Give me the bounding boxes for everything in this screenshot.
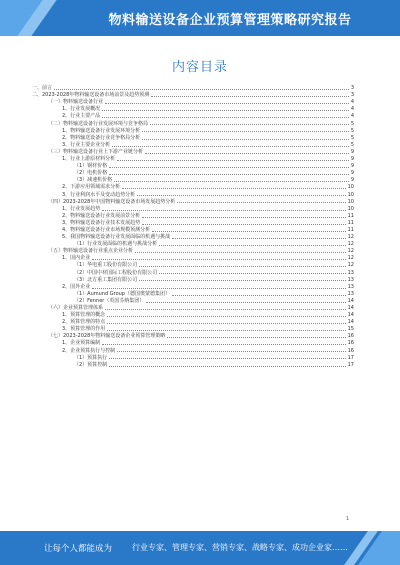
toc-entry-page: 5 [350,127,354,134]
toc-entry[interactable] [28,254,354,261]
toc-entry[interactable] [28,190,354,197]
toc-entry-page: 13 [347,290,354,297]
toc-entry[interactable] [28,332,354,339]
toc-entry-title: 4、物料输送设备行业市场规模预测分析 [62,226,151,233]
toc-entry-title: （2）预算控制 [74,361,108,368]
toc-entry-page: 10 [347,184,354,191]
toc-leader-dots [54,89,349,90]
toc-entry-title: 5、我国物料输送设备行业发展面临的机遇与挑战 [62,234,171,241]
toc-entry[interactable] [28,155,354,162]
toc-entry-page: 17 [347,361,354,368]
toc-entry[interactable] [28,268,354,275]
toc-entry[interactable] [28,205,354,212]
toc-entry-title: （1）行业发展面临的机遇与挑战分析 [74,241,158,248]
toc-entry-title: （1）华电重工股份有限公司 [74,262,138,269]
toc-entry[interactable] [28,176,354,183]
toc-entry-title: 1、物料输送设备行业发展环境分析 [62,127,141,134]
toc-leader-dots [142,139,349,140]
toc-entry-page: 3 [350,85,354,92]
toc-entry[interactable] [28,91,354,98]
toc-entry-title: 3、行业利润水平及变动趋势分析 [62,191,136,198]
toc-entry[interactable] [28,346,354,353]
toc-leader-dots [177,202,345,203]
toc-entry[interactable] [28,261,354,268]
toc-entry-title: （三）物料输送设备行业上下游产业链分析 [48,148,144,155]
toc-entry-page: 11 [347,212,354,219]
toc-entry-title: （1）预算执行 [74,354,108,361]
toc-entry-title: 3、预算管理的作用 [62,326,106,333]
toc-leader-dots [122,188,345,189]
toc-entry-page: 5 [350,134,354,141]
toc-leader-dots [102,210,345,211]
toc-entry-title: 二、2023-2028年物料输送设备市场前景及趋势预测 [32,92,150,99]
toc-entry[interactable] [28,318,354,325]
toc-entry-page: 9 [350,170,354,177]
toc-entry[interactable] [28,304,354,311]
toc-entry-title: （2）Fenner（英国芬纳集团） [74,297,145,304]
toc-leader-dots [139,280,345,281]
toc-leader-dots [109,167,349,168]
toc-entry-title: 1、行业发展趋势 [62,205,101,212]
toc-entry-page: 11 [347,226,354,233]
toc-leader-dots [167,337,345,338]
toc-entry[interactable] [28,339,354,346]
toc-entry[interactable] [28,311,354,318]
toc-entry-title: （一）物料输送设备行业 [48,99,104,106]
toc-entry-page: 9 [350,177,354,184]
toc-entry-page: 16 [347,347,354,354]
toc-entry[interactable] [28,98,354,105]
toc-entry-title: 2、物料输送设备行业竞争格局分析 [62,134,141,141]
toc-entry-title: 2、行业主要产品 [62,113,101,120]
toc-entry-page: 4 [350,113,354,120]
toc-entry[interactable] [28,354,354,361]
toc-entry[interactable] [28,233,354,240]
toc-heading: 内容目录 [171,60,228,75]
toc-leader-dots [135,252,346,253]
toc-entry-page: 4 [350,99,354,106]
toc-entry[interactable] [28,276,354,283]
toc-entry-title: 2、物料输送设备行业发展前景分析 [62,212,141,219]
toc-entry-title: （二）物料输送设备行业发展环境与竞争格局 [48,120,149,127]
page-number: 1 [346,516,350,522]
toc-entry[interactable] [28,134,354,141]
toc-leader-dots [114,181,349,182]
toc-entry[interactable] [28,148,354,155]
toc-entry[interactable] [28,183,354,190]
toc-leader-dots [92,288,345,289]
toc-entry-page: 9 [350,156,354,163]
toc-leader-dots [102,344,345,345]
footer-banner [0,531,400,565]
toc-entry[interactable] [28,325,354,332]
footer-slogan: 让每个人都能成为 [44,544,113,554]
toc-entry-page: 4 [350,106,354,113]
toc-entry-title: 1、国内企业 [62,255,91,262]
toc-entry-page: 16 [347,333,354,340]
toc-leader-dots [105,309,346,310]
report-title: 物料输送设备企业预算管理策略研究报告 [108,13,352,28]
toc-entry-page: 12 [347,234,354,241]
toc-entry-page: 10 [347,205,354,212]
toc-leader-dots [102,117,349,118]
toc-entry-title: 2、企业预算执行与控制 [62,347,116,354]
toc-entry-title: （3）北方重工集团有限公司 [74,276,138,283]
toc-leader-dots [146,302,345,303]
toc-entry[interactable] [28,226,354,233]
toc-entry-title: 3、行业主要企业分析 [62,141,111,148]
toc-entry-page: 12 [347,241,354,248]
header-banner [0,0,400,36]
toc-entry-title: （2）电机价格 [74,170,108,177]
toc-entry[interactable] [28,162,354,169]
toc-entry-page: 14 [347,312,354,319]
footer-tagline: 行业专家、管理专家、营销专家、战略专家、成功企业家…… [132,543,348,552]
toc-leader-dots [107,323,345,324]
toc-entry-page: 10 [347,191,354,198]
toc-entry-page: 12 [347,262,354,269]
toc-leader-dots [142,224,345,225]
toc-leader-dots [117,160,349,161]
toc-entry-page: 5 [350,141,354,148]
toc-entry[interactable] [28,247,354,254]
toc-entry-title: 1、行业发展概况 [62,106,101,113]
toc-leader-dots [112,146,349,147]
toc-entry-page: 17 [347,354,354,361]
toc-leader-dots [109,174,349,175]
toc-leader-dots [151,96,349,97]
toc-leader-dots [152,231,345,232]
toc-entry-page: 9 [350,163,354,170]
toc-entry-title: （1）钢材价格 [74,163,108,170]
toc-entry-page: 16 [347,340,354,347]
toc-leader-dots [102,110,349,111]
toc-leader-dots [159,273,345,274]
table-of-contents [28,84,354,368]
toc-leader-dots [107,316,345,317]
toc-entry-title: （六）企业预算管理体系 [48,305,104,311]
toc-entry-title: （五）物料输送设备行业重点企业分析 [48,248,134,255]
toc-entry[interactable] [28,240,354,247]
toc-entry-page: 9 [350,148,354,155]
toc-entry-page: 5 [350,120,354,127]
toc-entry[interactable] [28,105,354,112]
toc-leader-dots [172,238,345,239]
toc-leader-dots [105,103,349,104]
toc-leader-dots [109,366,345,367]
toc-leader-dots [150,124,349,125]
toc-entry[interactable] [28,112,354,119]
toc-entry[interactable] [28,283,354,290]
toc-entry-page: 15 [347,326,354,333]
toc-entry-title: （2）中国中材国际工程股份有限公司 [74,269,158,276]
toc-entry[interactable] [28,84,354,91]
toc-entry-page: 11 [347,219,354,226]
toc-entry[interactable] [28,141,354,148]
toc-entry-page: 13 [347,276,354,283]
toc-entry[interactable] [28,297,354,304]
toc-entry[interactable] [28,361,354,368]
toc-entry-title: 2、下游应用领域需求分析 [62,184,121,191]
toc-entry-page: 14 [347,305,354,311]
toc-leader-dots [172,295,346,296]
toc-entry-page: 13 [347,269,354,276]
toc-entry-page: 14 [347,297,354,304]
toc-entry[interactable] [28,169,354,176]
toc-entry-page: 14 [347,319,354,326]
toc-entry-page: 12 [347,248,354,255]
toc-entry-title: 1、行业上游原材料分析 [62,156,116,163]
toc-entry[interactable] [28,127,354,134]
toc-leader-dots [159,245,345,246]
toc-entry-title: 一、前言 [32,85,53,92]
toc-entry-title: （四）2023-2028年中国物料输送设备市场发展趋势分析 [48,198,176,205]
toc-leader-dots [142,217,345,218]
toc-leader-dots [145,153,349,154]
toc-entry[interactable] [28,290,354,297]
toc-leader-dots [117,351,345,352]
toc-entry-title: （3）减速机价格 [74,177,113,184]
toc-entry[interactable] [28,219,354,226]
toc-leader-dots [137,195,345,196]
toc-entry-page: 13 [347,283,354,290]
toc-entry[interactable] [28,119,354,126]
toc-leader-dots [92,259,345,260]
toc-entry[interactable] [28,198,354,205]
toc-entry-page: 12 [347,255,354,262]
toc-entry[interactable] [28,212,354,219]
toc-entry-title: 2、预算管理的特点 [62,319,106,326]
toc-entry-page: 10 [347,198,354,205]
toc-entry-title: 1、企业预算编制 [62,340,101,347]
toc-leader-dots [107,330,345,331]
toc-entry-title: （七）2023-2028年物料输送设备企业预算管理策略 [48,333,166,340]
toc-entry-title: （1）Aumund Group（德国奥蒙德集团） [74,290,170,297]
toc-entry-title: 2、国外企业 [62,283,91,290]
toc-entry-title: 1、预算管理的概念 [62,312,106,319]
toc-leader-dots [139,266,345,267]
toc-entry-title: 3、物料输送设备行业技术发展趋势 [62,219,141,226]
toc-entry-page: 3 [350,92,354,99]
toc-leader-dots [142,131,349,132]
toc-leader-dots [109,358,345,359]
